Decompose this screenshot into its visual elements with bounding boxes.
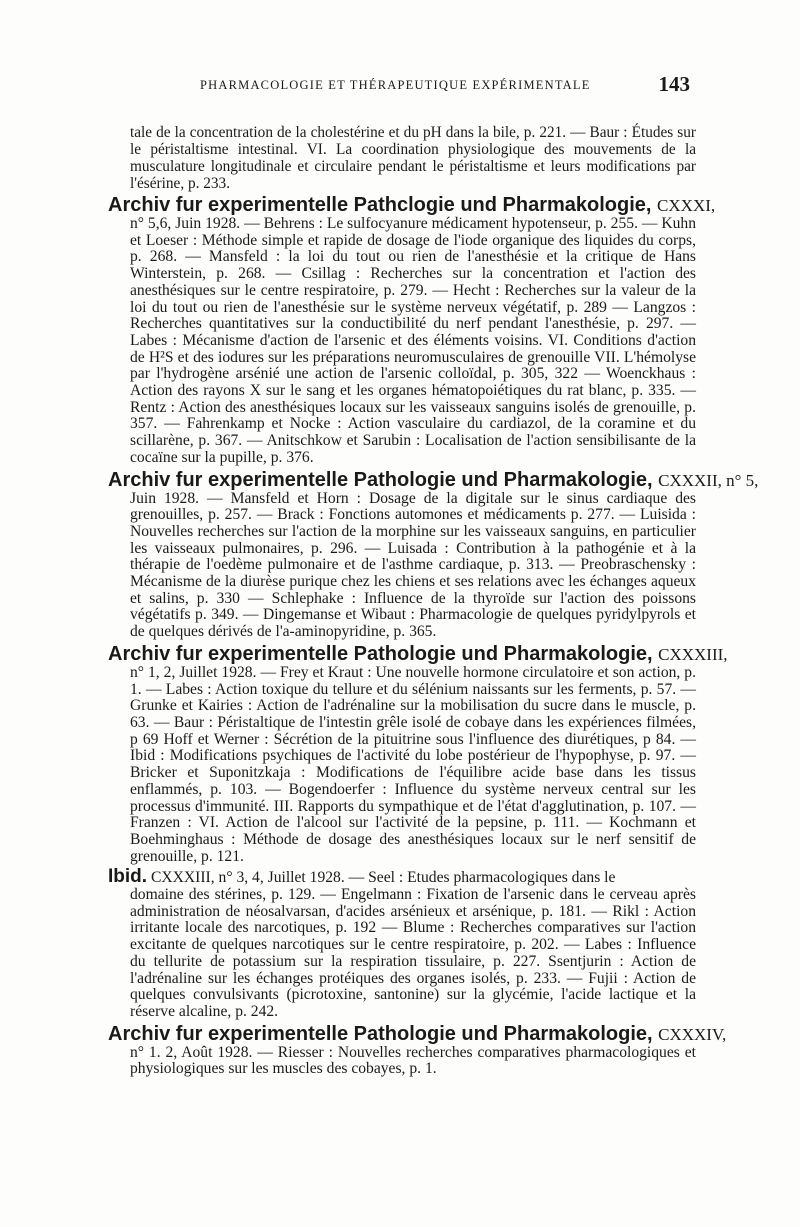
entry-text: n° 1. 2, Août 1928. — Riesser : Nouvelles recherches comparatives pharmacologiques et physiologiques sur les muscles des cobayes, p. 1. <box>130 1043 696 1078</box>
journal-title: Archiv fur experimentelle Pathclogie und Pharmakologie, <box>108 194 652 216</box>
entry-title <box>108 194 716 216</box>
issue-number: CXXXIV, <box>658 1024 727 1044</box>
entry-text: Juin 1928. — Mansfeld et Horn : Dosage de la digitale sur le sinus cardiaque des grenouilles, p. 257. — Brack : Fonctions automones et médicaments p. 277. — Luisida : Nouvelles recherches sur l'action de la morphine sur les vaisseaux sanguins, en particulier les vaisseaux pulmonaires, p. 296. — Luisada : Contribution à la pathogénie et à la thérapie de l'oedème pulmonaire et de l'asthme cardiaque, p. 313. — Preobraschensky : Mécanisme de la diurèse purique chez les chiens et ses relations avec les échanges aqueux et salins, p. 330 — Schlephake : Influence de la thyroïde sur l'action des poissons végétatifs p. 349. — Dingemanse et Wibaut : Pharmacologie de quelques pyridylpyrols et de quelques dérivés de l'a-aminopyridine, p. 365. <box>130 489 696 641</box>
issue-number: CXXXII, n° 5, <box>658 470 759 490</box>
entry-continuation: tale de la concentration de la cholestérine et du pH dans la bile, p. 221. — Baur : Études sur le péristaltisme intestinal. VI. La coordination physiologique des mouvements de la musculature longitudinale et circulaire pendant le péristaltisme et leurs modifications par l'ésérine, p. 233. <box>130 124 696 192</box>
journal-title: Archiv fur experimentelle Pathologie und Pharmakologie, <box>108 642 653 665</box>
ibid-lead-text: CXXXIII, n° 3, 4, Juillet 1928. — Seel : Etudes pharmacologiques dans le <box>150 869 616 887</box>
page-body <box>108 124 759 1078</box>
ibid-label: Ibid. <box>108 866 148 888</box>
entry-title <box>108 642 728 665</box>
entry-text: n° 1, 2, Juillet 1928. — Frey et Kraut : Une nouvelle hormone circulatoire et son action, p. 1. — Labes : Action toxique du tellure et du sélénium naissants sur les ferments, p. 57. — Grunke et Kairies : Action de l'adrénaline sur la mobilisation du sucre dans le muscle, p. 63. — Baur : Péristaltique de l'intestin grêle isolé de cobaye dans les expériences filmées, p 69 Hoff et Werner : Sécrétion de la pituitrine sous l'influence des diurétiques, p 84. — Ibid : Modifications psychiques de l'activité du lobe postérieur de l'hypophyse, p. 97. — Bricker et Suponitzkaja : Modifications de l'équilibre acide base dans les tissus enflammés, p. 103. — Bogendoerfer : Influence du système nerveux central sur les processus d'immunité. III. Rapports du sympathique et de l'état d'agglutination, p. 107. — Franzen : VI. Action de l'alcool sur l'activité de la pepsine, p. 111. — Kochmann et Boehminghaus : Méthode de dosage des anesthésiques locaux sur le nerf sensitif de grenouille, p. 121. <box>130 663 696 865</box>
entry-title <box>108 468 759 491</box>
ibid-entry-lead <box>108 866 696 888</box>
page-number: 143 <box>658 72 690 96</box>
entry-title <box>108 1022 727 1045</box>
running-title: PHARMACOLOGIE ET THÉRAPEUTIQUE EXPÉRIMENTALE <box>200 78 591 92</box>
journal-title: Archiv fur experimentelle Pathologie und Pharmakologie, <box>108 1022 653 1045</box>
journal-title: Archiv fur experimentelle Pathologie und Pharmakologie, <box>108 468 653 491</box>
entry-text: domaine des stérines, p. 129. — Engelmann : Fixation de l'arsenic dans le cerveau après administration de néosalvarsan, d'acides arsénieux et arsénique, p. 181. — Rikl : Action irritante locale des narcotiques, p. 192 — Blume : Recherches comparatives sur l'action excitante de quelques narcotiques sur le centre respiratoire, p. 202. — Labes : Influence du tellurite de potassium sur la respiration tissulaire, p. 227. Ssentjurin : Action de l'adrénaline sur les échanges protéiques des organes isolés, p. 233. — Fujii : Action de quelques convulsivants (picrotoxine, santonine) sur la glycémie, l'acide lactique et la réserve alcaline, p. 242. <box>130 886 696 1020</box>
issue-number: CXXXIII, <box>658 644 728 664</box>
running-head <box>120 72 690 100</box>
entry-text: n° 5,6, Juin 1928. — Behrens : Le sulfocyanure médicament hypotenseur, p. 255. — Kuhn et Loeser : Méthode simple et rapide de dosage de l'iode organique des liquides du corps, p. 268. — Mansfeld : la loi du tout ou rien de l'anesthésie et la critique de Hans Winterstein, p. 268. — Csillag : Recherches sur la concentration et l'action des anesthésiques sur le centre respiratoire, p. 279. — Hecht : Recherches sur la valeur de la loi du tout ou rien de l'anesthésie sur le système nerveux végétatif, p. 289 — Langzos : Recherches quantitatives sur la conductibilité du nerf pendant l'anesthésie, p. 297. — Labes : Mécanisme d'action de l'arsenic et des éléments voisins. VI. Conditions d'action de H²S et des iodures sur les préparations neuromusculaires de grenouille VII. L'hémolyse par l'hydrogène arsénié une action de l'arsenic colloïdal, p. 305, 322 — Woenckhaus : Action des rayons X sur le sang et les organes hématopoiétiques du rat blanc, p. 335. — Rentz : Action des anesthésiques locaux sur les vaisseaux sanguins isolés de grenouille, p. 357. — Fahrenkamp et Nocke : Action vasculaire du cardiazol, de la coramine et du scillarène, p. 367. — Anitschkow et Sarubin : Localisation de l'action sensibilisante de la cocaïne sur la pupille, p. 376. <box>130 215 697 466</box>
issue-number: CXXXI, <box>657 196 716 215</box>
